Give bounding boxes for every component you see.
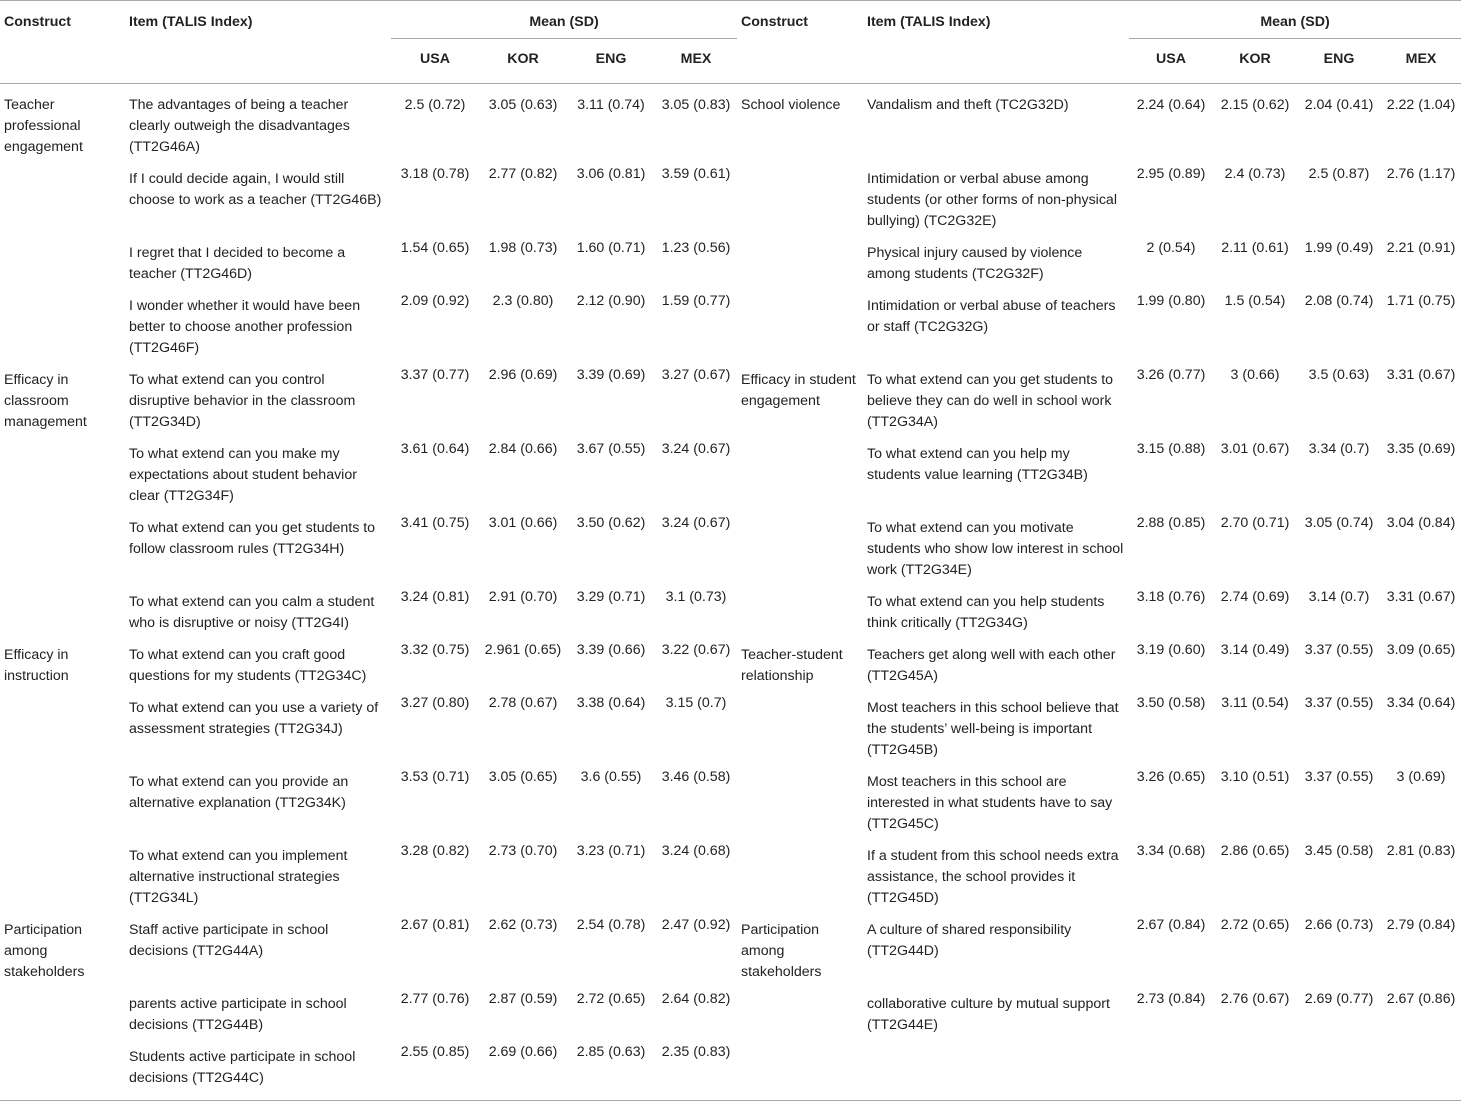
table-row (0, 1042, 1461, 1101)
mean-sd-left: 2.64 (0.82) (661, 991, 731, 1007)
mean-sd-left: 3.24 (0.67) (661, 441, 731, 457)
table-row (0, 587, 1461, 640)
mean-sd-right: 2.4 (0.73) (1224, 166, 1286, 182)
mean-sd-right: 3.15 (0.88) (1136, 441, 1206, 457)
mean-sd-right: 3.01 (0.67) (1220, 441, 1290, 457)
construct-right (737, 291, 863, 365)
mean-sd-left: 2.77 (0.76) (400, 991, 470, 1007)
mean-sd-left: 3.41 (0.75) (400, 515, 470, 531)
mean-sd-right: 3.11 (0.54) (1221, 695, 1289, 711)
mean-sd-left: 3.24 (0.68) (661, 843, 731, 859)
mean-sd-right: 3.34 (0.68) (1136, 843, 1206, 859)
header-country-eng: ENG (1323, 51, 1355, 67)
construct-left (0, 164, 125, 238)
construct-left (0, 439, 125, 513)
mean-sd-left: 2.78 (0.67) (488, 695, 558, 711)
construct-right (737, 1042, 863, 1101)
mean-sd-left: 3.39 (0.66) (576, 642, 646, 658)
mean-sd-right: 2.81 (0.83) (1386, 843, 1456, 859)
mean-sd-right: 3.19 (0.60) (1136, 642, 1206, 658)
mean-sd-right: 2.72 (0.65) (1220, 917, 1290, 933)
mean-sd-right: 3.26 (0.65) (1136, 769, 1206, 785)
mean-sd-right: 3.31 (0.67) (1386, 589, 1456, 605)
mean-sd-right: 2.69 (0.77) (1304, 991, 1374, 1007)
mean-sd-right: 3 (0.66) (1230, 367, 1280, 383)
mean-sd-right: 3.37 (0.55) (1304, 642, 1374, 658)
mean-sd-left: 3.29 (0.71) (576, 589, 646, 605)
mean-sd-left: 1.98 (0.73) (488, 240, 558, 256)
header-mean-sd-right: Mean (SD) (1129, 1, 1461, 39)
mean-sd-right (1297, 1042, 1381, 1101)
mean-sd-right: 3 (0.69) (1396, 769, 1446, 785)
mean-sd-right: 2.24 (0.64) (1136, 97, 1206, 113)
mean-sd-right (1213, 1042, 1297, 1101)
construct-left (0, 841, 125, 915)
mean-sd-left: 3.1 (0.73) (665, 589, 727, 605)
mean-sd-right: 3.04 (0.84) (1386, 515, 1456, 531)
table-row (0, 291, 1461, 365)
item-right: To what extend can you motivate students who show low interest in school work (TT2G34E) (867, 520, 1124, 578)
mean-sd-right: 2.95 (0.89) (1136, 166, 1206, 182)
item-right: To what extend can you get students to believe they can do well in school work (TT2G34A) (867, 372, 1114, 430)
mean-sd-left: 3.50 (0.62) (576, 515, 646, 531)
mean-sd-left: 2.47 (0.92) (661, 917, 731, 933)
mean-sd-right: 3.50 (0.58) (1136, 695, 1206, 711)
item-left: Students active participate in school decisions (TT2G44C) (125, 1042, 391, 1101)
construct-left (0, 291, 125, 365)
mean-sd-right: 2.08 (0.74) (1304, 293, 1374, 309)
header-country-usa: USA (420, 51, 450, 67)
header-country-mex: MEX (680, 51, 712, 67)
table-row (0, 841, 1461, 915)
mean-sd-left: 2.12 (0.90) (576, 293, 646, 309)
construct-right: Efficacy in student engagement (741, 372, 856, 409)
mean-sd-right: 3.26 (0.77) (1136, 367, 1206, 383)
mean-sd-right: 2.70 (0.71) (1220, 515, 1290, 531)
header-construct-right: Construct (737, 1, 863, 84)
item-right: collaborative culture by mutual support (TT2G44E) (867, 996, 1110, 1033)
item-right: Intimidation or verbal abuse among students (or other forms of non-physical bullying) (TC2G32E) (867, 171, 1117, 229)
mean-sd-right: 3.31 (0.67) (1386, 367, 1456, 383)
construct-right (737, 238, 863, 291)
mean-sd-left: 1.54 (0.65) (400, 240, 470, 256)
mean-sd-left: 3.23 (0.71) (576, 843, 646, 859)
construct-right: Teacher-student relationship (741, 647, 843, 684)
mean-sd-left: 2.69 (0.66) (479, 1042, 567, 1101)
item-right: If a student from this school needs extra assistance, the school provides it (TT2G45D) (867, 848, 1119, 906)
construct-right (737, 164, 863, 238)
header-country-kor: KOR (1239, 51, 1271, 67)
mean-sd-right: 3.14 (0.7) (1308, 589, 1370, 605)
construct-left: Teacher professional engagement (4, 97, 83, 155)
item-left: parents active participate in school decisions (TT2G44B) (129, 996, 347, 1033)
mean-sd-left: 1.60 (0.71) (576, 240, 646, 256)
mean-sd-right: 3.45 (0.58) (1304, 843, 1374, 859)
mean-sd-left: 3.39 (0.69) (576, 367, 646, 383)
header-country-kor: KOR (507, 51, 539, 67)
mean-sd-left: 3.28 (0.82) (400, 843, 470, 859)
table-row (0, 164, 1461, 238)
mean-sd-right: 2.67 (0.86) (1386, 991, 1456, 1007)
mean-sd-left: 2.96 (0.69) (488, 367, 558, 383)
mean-sd-left: 3.24 (0.81) (400, 589, 470, 605)
mean-sd-left: 2.54 (0.78) (576, 917, 646, 933)
construct-right: Participation among stakeholders (741, 922, 822, 980)
mean-sd-left: 3.05 (0.63) (488, 97, 558, 113)
mean-sd-left: 2.85 (0.63) (567, 1042, 655, 1101)
mean-sd-right: 3.10 (0.51) (1220, 769, 1290, 785)
construct-left (0, 513, 125, 587)
item-left: To what extend can you make my expectations about student behavior clear (TT2G34F) (129, 446, 357, 504)
mean-sd-left: 2.961 (0.65) (484, 642, 562, 658)
mean-sd-left: 2.62 (0.73) (488, 917, 558, 933)
mean-sd-left: 1.59 (0.77) (661, 293, 731, 309)
item-right: To what extend can you help students think critically (TT2G34G) (867, 594, 1105, 631)
construct-right (737, 767, 863, 841)
item-right: Most teachers in this school are interested in what students have to say (TT2G45C) (867, 774, 1113, 832)
mean-sd-right: 2.76 (1.17) (1386, 166, 1456, 182)
table-row (0, 84, 1461, 165)
mean-sd-left: 2.73 (0.70) (488, 843, 558, 859)
mean-sd-left: 2.72 (0.65) (576, 991, 646, 1007)
mean-sd-left: 3.27 (0.67) (661, 367, 731, 383)
mean-sd-right: 3.18 (0.76) (1136, 589, 1206, 605)
table-row (0, 238, 1461, 291)
construct-left (0, 767, 125, 841)
item-left: To what extend can you implement alternative instructional strategies (TT2G34L) (129, 848, 348, 906)
header-construct-left: Construct (0, 1, 125, 84)
mean-sd-right: 3.05 (0.74) (1304, 515, 1374, 531)
mean-sd-left: 2.3 (0.80) (492, 293, 554, 309)
construct-right (737, 693, 863, 767)
item-left: To what extend can you provide an alternative explanation (TT2G34K) (129, 774, 349, 811)
mean-sd-left: 3.61 (0.64) (400, 441, 470, 457)
mean-sd-right: 3.34 (0.7) (1308, 441, 1370, 457)
mean-sd-right: 1.99 (0.80) (1136, 293, 1206, 309)
construct-left (0, 989, 125, 1042)
mean-sd-left: 3.27 (0.80) (400, 695, 470, 711)
item-left: Staff active participate in school decisions (TT2G44A) (129, 922, 329, 959)
mean-sd-right: 3.35 (0.69) (1386, 441, 1456, 457)
header-item-right: Item (TALIS Index) (863, 1, 1129, 84)
construct-left (0, 1042, 125, 1101)
mean-sd-right: 3.34 (0.64) (1386, 695, 1456, 711)
header-item-left: Item (TALIS Index) (125, 1, 391, 84)
mean-sd-right: 1.71 (0.75) (1386, 293, 1456, 309)
mean-sd-left: 2.35 (0.83) (655, 1042, 737, 1101)
mean-sd-right: 2 (0.54) (1146, 240, 1196, 256)
mean-sd-right: 2.15 (0.62) (1220, 97, 1290, 113)
mean-sd-right: 2.76 (0.67) (1220, 991, 1290, 1007)
construct-left: Participation among stakeholders (4, 922, 85, 980)
mean-sd-left: 2.87 (0.59) (488, 991, 558, 1007)
construct-right (737, 587, 863, 640)
table-row (0, 640, 1461, 693)
mean-sd-left: 2.91 (0.70) (488, 589, 558, 605)
item-left: To what extend can you get students to follow classroom rules (TT2G34H) (129, 520, 376, 557)
table-body (0, 84, 1461, 1101)
item-right: Most teachers in this school believe that the students’ well-being is important (TT2G45B) (867, 700, 1119, 758)
item-left: The advantages of being a teacher clearly outweigh the disadvantages (TT2G46A) (129, 97, 350, 155)
mean-sd-right: 3.37 (0.55) (1304, 769, 1374, 785)
mean-sd-left: 3.37 (0.77) (400, 367, 470, 383)
item-right: A culture of shared responsibility (TT2G44D) (867, 922, 1072, 959)
construct-left (0, 587, 125, 640)
mean-sd-right: 3.5 (0.63) (1308, 367, 1370, 383)
mean-sd-left: 3.53 (0.71) (400, 769, 470, 785)
table-row (0, 989, 1461, 1042)
mean-sd-left: 2.84 (0.66) (488, 441, 558, 457)
mean-sd-right: 1.5 (0.54) (1224, 293, 1286, 309)
mean-sd-left: 2.67 (0.81) (400, 917, 470, 933)
header-country-eng: ENG (595, 51, 627, 67)
item-left: To what extend can you calm a student who is disruptive or noisy (TT2G4I) (129, 594, 375, 631)
mean-sd-left: 3.22 (0.67) (661, 642, 731, 658)
mean-sd-left: 3.05 (0.83) (661, 97, 731, 113)
item-right (863, 1042, 1129, 1101)
item-left: To what extend can you control disruptive behavior in the classroom (TT2G34D) (129, 372, 356, 430)
mean-sd-right (1129, 1042, 1213, 1101)
item-right: Teachers get along well with each other (TT2G45A) (867, 647, 1116, 684)
item-left: I regret that I decided to become a teacher (TT2G46D) (129, 245, 346, 282)
mean-sd-left: 2.55 (0.85) (391, 1042, 479, 1101)
item-right: Physical injury caused by violence among students (TC2G32F) (867, 245, 1083, 282)
mean-sd-left: 3.18 (0.78) (400, 166, 470, 182)
mean-sd-right: 3.09 (0.65) (1386, 642, 1456, 658)
mean-sd-right: 2.73 (0.84) (1136, 991, 1206, 1007)
item-right: To what extend can you help my students value learning (TT2G34B) (867, 446, 1088, 483)
mean-sd-right: 3.14 (0.49) (1220, 642, 1290, 658)
mean-sd-right: 2.21 (0.91) (1386, 240, 1456, 256)
mean-sd-left: 3.06 (0.81) (576, 166, 646, 182)
construct-right (737, 841, 863, 915)
mean-sd-left: 3.11 (0.74) (577, 97, 645, 113)
header-row-1 (0, 1, 1461, 39)
mean-sd-right (1381, 1042, 1461, 1101)
mean-sd-left: 1.23 (0.56) (661, 240, 731, 256)
mean-sd-left: 3.67 (0.55) (576, 441, 646, 457)
mean-sd-right: 2.79 (0.84) (1386, 917, 1456, 933)
construct-left (0, 693, 125, 767)
mean-sd-left: 3.01 (0.66) (488, 515, 558, 531)
item-left: I wonder whether it would have been better to choose another profession (TT2G46F) (129, 298, 361, 356)
mean-sd-left: 3.6 (0.55) (580, 769, 642, 785)
mean-sd-right: 1.99 (0.49) (1304, 240, 1374, 256)
mean-sd-right: 2.22 (1.04) (1386, 97, 1456, 113)
table-row (0, 439, 1461, 513)
mean-sd-right: 2.5 (0.87) (1308, 166, 1370, 182)
item-left: If I could decide again, I would still choose to work as a teacher (TT2G46B) (129, 171, 382, 208)
header-country-usa: USA (1156, 51, 1186, 67)
construct-right (737, 513, 863, 587)
mean-sd-right: 2.04 (0.41) (1304, 97, 1374, 113)
mean-sd-left: 3.59 (0.61) (661, 166, 731, 182)
construct-right (737, 989, 863, 1042)
mean-sd-left: 3.46 (0.58) (661, 769, 731, 785)
mean-sd-right: 2.86 (0.65) (1220, 843, 1290, 859)
item-right: Vandalism and theft (TC2G32D) (867, 97, 1069, 113)
mean-sd-left: 3.15 (0.7) (665, 695, 727, 711)
mean-sd-right: 2.88 (0.85) (1136, 515, 1206, 531)
construct-left (0, 238, 125, 291)
mean-sd-left: 2.5 (0.72) (404, 97, 466, 113)
construct-right (737, 439, 863, 513)
table-row (0, 365, 1461, 439)
mean-sd-left: 3.05 (0.65) (488, 769, 558, 785)
construct-left: Efficacy in classroom management (4, 372, 87, 430)
table-row (0, 513, 1461, 587)
table-row (0, 693, 1461, 767)
mean-sd-left: 3.38 (0.64) (576, 695, 646, 711)
item-left: To what extend can you use a variety of assessment strategies (TT2G34J) (129, 700, 379, 737)
table-row (0, 915, 1461, 989)
item-left: To what extend can you craft good questions for my students (TT2G34C) (129, 647, 367, 684)
table-row (0, 767, 1461, 841)
item-right: Intimidation or verbal abuse of teachers or staff (TC2G32G) (867, 298, 1116, 335)
mean-sd-right: 2.11 (0.61) (1221, 240, 1289, 256)
mean-sd-right: 2.67 (0.84) (1136, 917, 1206, 933)
mean-sd-right: 2.66 (0.73) (1304, 917, 1374, 933)
header-mean-sd-left: Mean (SD) (391, 1, 737, 39)
mean-sd-right: 3.37 (0.55) (1304, 695, 1374, 711)
mean-sd-left: 3.24 (0.67) (661, 515, 731, 531)
mean-sd-right: 2.74 (0.69) (1220, 589, 1290, 605)
construct-right: School violence (741, 97, 841, 113)
mean-sd-left: 3.32 (0.75) (400, 642, 470, 658)
mean-sd-left: 2.77 (0.82) (488, 166, 558, 182)
header-country-mex: MEX (1405, 51, 1437, 67)
construct-left: Efficacy in instruction (4, 647, 69, 684)
mean-sd-left: 2.09 (0.92) (400, 293, 470, 309)
